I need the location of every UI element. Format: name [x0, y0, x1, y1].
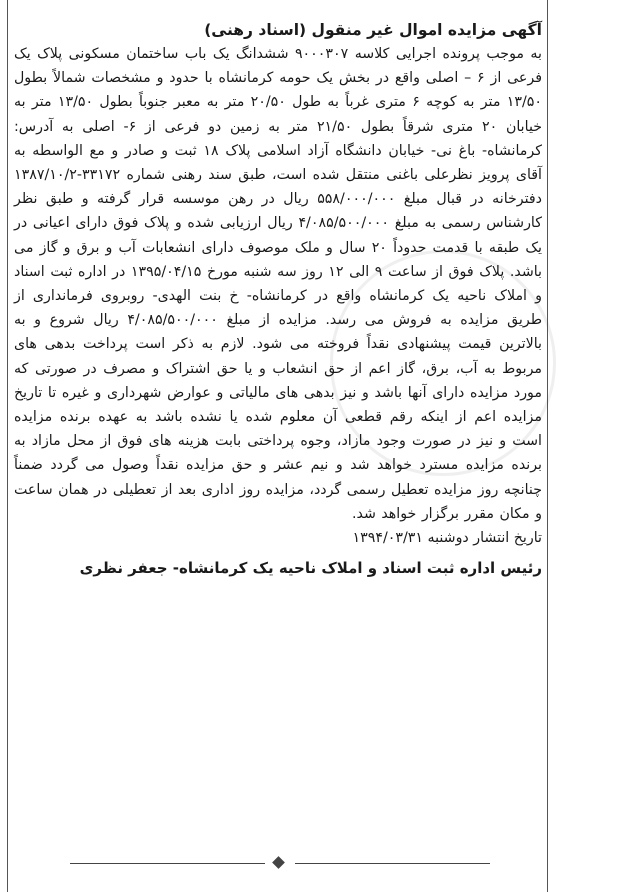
publication-date: تاریخ انتشار دوشنبه ۱۳۹۴/۰۳/۳۱: [352, 530, 542, 547]
section-divider: [70, 857, 490, 871]
notice-title: آگهی مزایده اموال غیر منقول (اسناد رهنی): [204, 21, 542, 39]
notice-signature: رئیس اداره ثبت اسناد و املاک ناحیه یک کرمانشاه- جعفر نظری: [79, 559, 542, 578]
auction-notice: [14, 18, 542, 582]
column-rule-left: [7, 0, 8, 892]
divider-line-left: [70, 863, 265, 864]
divider-line-right: [295, 863, 490, 864]
notice-body: به موجب پرونده اجرایی کلاسه ۹۰۰۰۳۰۷ ششدانگ یک باب ساختمان مسکونی پلاک یک فرعی از ۶ – اصلی واقع در بخش یک حومه کرمانشاه با حدود و مشخصات شمالاً بطول ۱۳/۵۰ متر به کوچه ۶ متری غرباً به طول ۲۰/۵۰ متر به معبر جنوباً بطول ۱۳/۵۰ متر به خیابان ۲۰ متری شرقاً بطول ۲۱/۵۰ متر به زمین دو فرعی از ۶- اصلی به آدرس: کرمانشاه- باغ نی- خیابان دانشگاه آزاد اسلامی پلاک ۱۸ ثبت و صادر و مع الواسطه به آقای پرویز نظرعلی باغنی منتقل شده است، طبق سند رهنی شماره ۳۳۱۷۲-۱۳۸۷/۱۰/۲ دفترخانه در قبال مبلغ ۵۵۸/۰۰۰/۰۰۰ ریال در رهن موسسه قرار گرفته و طبق نظر کارشناس رسمی به مبلغ ۴/۰۸۵/۵۰۰/۰۰۰ ریال ارزیابی شده و پلاک فوق دارای اعیانی در یک طبقه با قدمت حدوداً ۲۰ سال و ملک موصوف دارای انشعابات آب و برق و گاز می باشد. پلاک فوق از ساعت ۹ الی ۱۲ روز سه شنبه مورخ ۱۳۹۵/۰۴/۱۵ در اداره ثبت اسناد و املاک ناحیه یک کرمانشاه واقع در کرمانشاه- خ بنت الهدی- روبروی فرمانداری از طریق مزایده به فروش می رسد. مزایده از مبلغ ۴/۰۸۵/۵۰۰/۰۰۰ ریال شروع و به بالاترین قیمت پیشنهادی نقداً فروخته می شود. لازم به ذکر است پرداخت بدهی های مربوط به آب، برق، گاز اعم از حق انشعاب و یا حق اشتراک و مصرف در صورتی که مورد مزایده دارای آنها باشد و نیز بدهی های مالیاتی و عوارض شهرداری و غیره تا تاریخ مزایده اعم از اینکه رقم قطعی آن معلوم شده یا نشده باشد به عهده برنده مزایده است و نیز در صورت وجود مازاد، وجوه پرداختی بابت هزینه های فوق از محل مازاد به برنده مزایده مسترد خواهد شد و نیم عشر و حق مزایده نقداً وصول می گردد ضمناً چنانچه روز مزایده تعطیل رسمی گردد، مزایده روز اداری بعد از تعطیلی در همان ساعت و مکان مقرر برگزار خواهد شد.: [14, 46, 543, 522]
divider-diamond-icon: [272, 856, 285, 869]
column-rule-right: [547, 0, 548, 892]
